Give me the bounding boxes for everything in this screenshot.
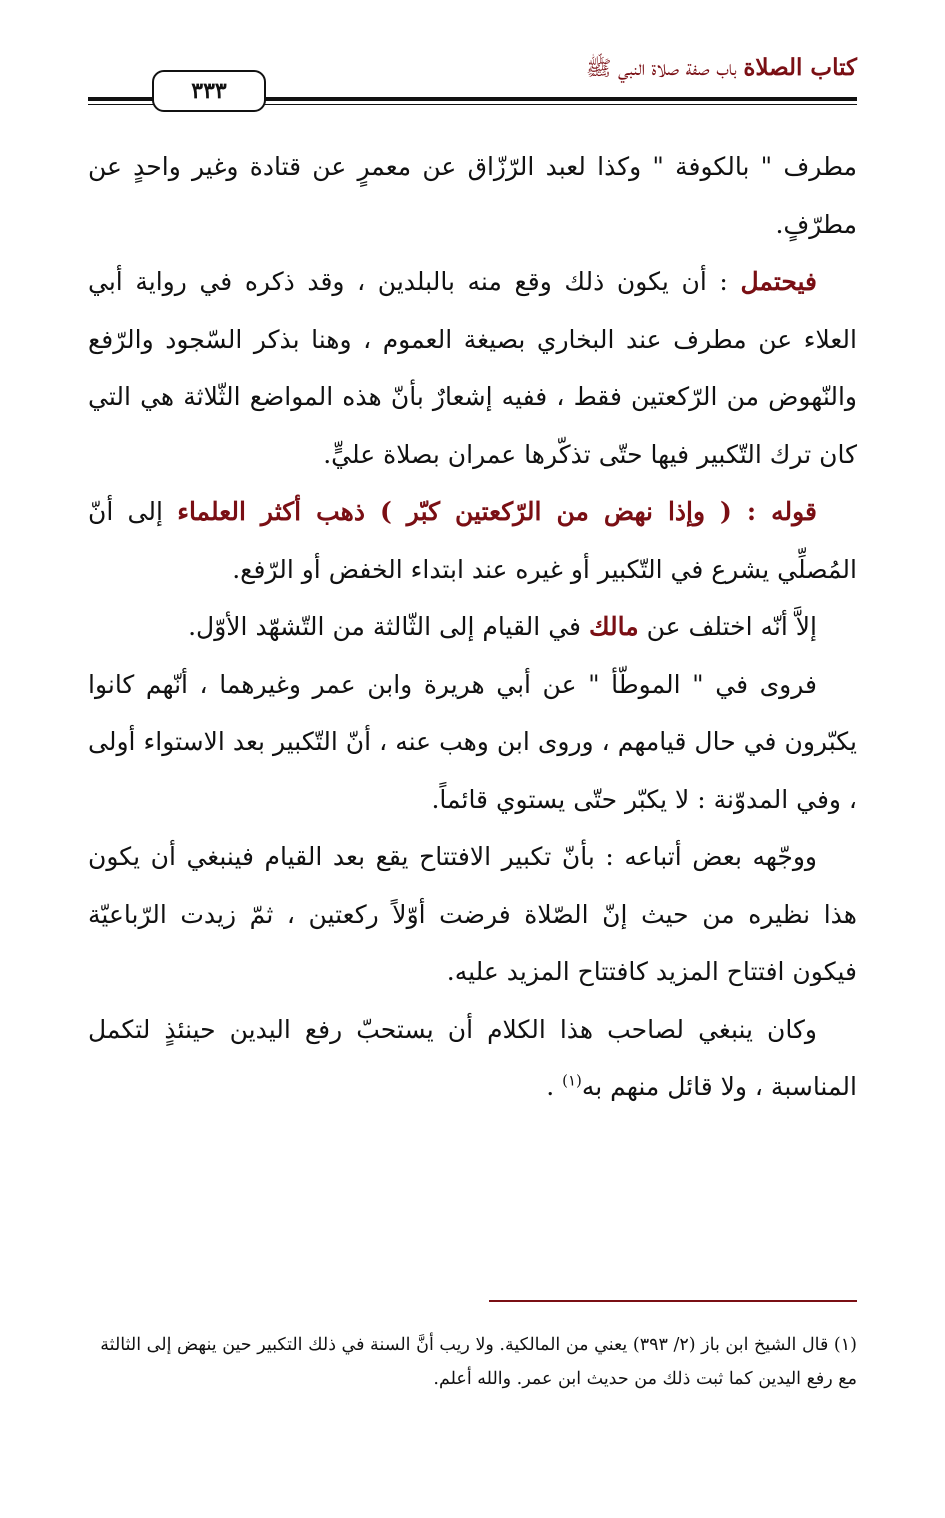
paragraph-text: : أن يكون ذلك وقع منه بالبلدين ، وقد ذكره في رواية أبي العلاء عن مطرف عند البخاري بصيغة العموم ، وهنا بذكر السّجود والرّفع والنّهوض من الرّكعتين فقط ، ففيه إشعارٌ بأنّ هذه المواضع الثّلاثة هي التي كان ترك التّكبير فيها حتّى تذكّرها عمران بصلاة عليٍّ. — [88, 267, 857, 469]
paragraph-tail: . — [546, 1072, 563, 1101]
paragraph-text: إلى أنّ المُصلِّي يشرع في التّكبير أو غيره عند ابتداء الخفض أو الرّفع. — [88, 497, 857, 584]
paragraph-lead: فيحتمل — [740, 267, 817, 296]
highlight-name: مالك — [588, 612, 639, 641]
paragraph-lead: قوله : ( وإذا نهض من الرّكعتين كبّر ) ذهب أكثر العلماء — [177, 497, 817, 526]
paragraph-text: فروى في " الموطّأ " عن أبي هريرة وابن عمر وغيرهما ، أنّهم كانوا يكبّرون في حال قيامهم ، وروى ابن وهب عنه ، أنّ التّكبير بعد الاستواء أولى ، وفي المدوّنة : لا يكبّر حتّى يستوي قائماً. — [88, 669, 857, 814]
main-text — [88, 138, 857, 1116]
paragraph-text: مطرف " بالكوفة " وكذا لعبد الرّزّاق عن معمرٍ عن قتادة وغير واحدٍ عن مطرّفٍ. — [88, 152, 857, 239]
paragraph — [88, 828, 857, 1001]
paragraph — [88, 1001, 857, 1116]
paragraph — [88, 656, 857, 829]
paragraph-text: وكان ينبغي لصاحب هذا الكلام أن يستحبّ رفع اليدين حينئذٍ لتكمل المناسبة ، ولا قائل منهم به — [88, 1014, 857, 1101]
footnotes — [88, 1328, 857, 1396]
book-title: كتاب الصلاة — [743, 54, 857, 81]
page-header — [88, 52, 857, 122]
paragraph-quote — [88, 483, 857, 598]
paragraph-text: في القيام إلى الثّالثة من التّشهّد الأوّل. — [188, 612, 589, 641]
footnote-ref[interactable]: (١) — [562, 1071, 582, 1090]
paragraph — [88, 253, 857, 483]
running-title — [586, 54, 857, 86]
footnote: (١) قال الشيخ ابن باز (٢/ ٣٩٣) يعني من المالكية. ولا ريب أنَّ السنة في ذلك التكبير حين ينهض إلى الثالثة مع رفع اليدين كما ثبت ذلك من حديث ابن عمر. والله أعلم. — [100, 1335, 857, 1389]
page-number: ٣٣٣ — [152, 70, 266, 112]
paragraph-text: إلاَّ أنّه اختلف عن — [638, 612, 817, 641]
paragraph-text: ووجّهه بعض أتباعه : بأنّ تكبير الافتتاح يقع بعد القيام فينبغي أن يكون هذا نظيره من حيث إنّ الصّلاة فرضت أوّلاً ركعتين ، ثمّ زيدت الرّباعيّة فيكون افتتاح المزيد كافتتاح المزيد عليه. — [88, 842, 857, 986]
paragraph-continuation — [88, 138, 857, 253]
chapter-title: باب صفة صلاة النبي ﷺ — [586, 56, 737, 80]
footnote-separator — [489, 1300, 857, 1302]
paragraph — [88, 598, 857, 656]
